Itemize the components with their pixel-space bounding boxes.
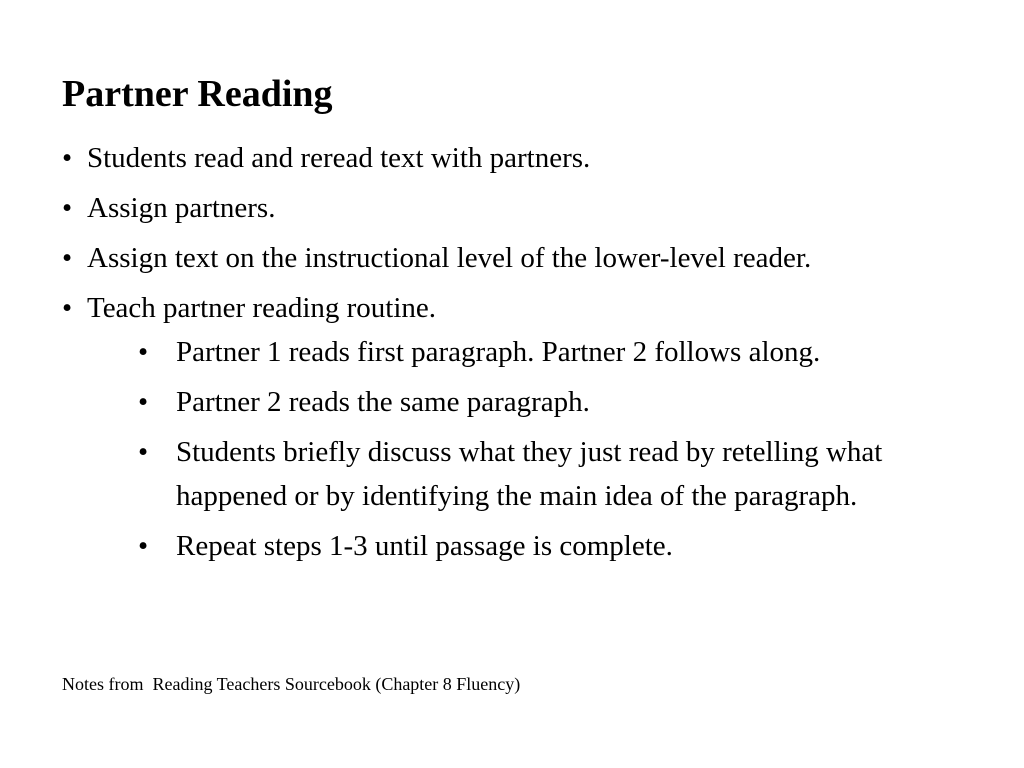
- bullet-icon: •: [138, 436, 149, 468]
- bullet-text: Assign partners.: [87, 192, 276, 224]
- sub-bullet-text: Partner 1 reads first paragraph. Partner 2 follows along.: [176, 336, 821, 368]
- sub-bullet-item: [87, 430, 1002, 518]
- sub-bullet-item: [87, 380, 1002, 424]
- bullet-item: [62, 286, 1002, 568]
- bullet-item: [62, 136, 1002, 180]
- sub-bullet-text: Repeat steps 1-3 until passage is complete.: [176, 530, 673, 562]
- bullet-text: Teach partner reading routine.: [87, 292, 437, 324]
- bullet-list: [62, 136, 1002, 574]
- sub-bullet-text: Students briefly discuss what they just read by retelling what happened or by identifying the main idea of the paragraph.: [176, 436, 883, 512]
- bullet-text: Assign text on the instructional level of the lower-level reader.: [87, 242, 812, 274]
- slide-title: Partner Reading: [62, 73, 333, 115]
- sub-bullet-item: [87, 330, 1002, 374]
- footnote-citation: Notes from Reading Teachers Sourcebook (Chapter 8 Fluency): [62, 674, 521, 694]
- sub-bullet-item: [87, 524, 1002, 568]
- bullet-icon: •: [62, 142, 73, 174]
- sub-bullet-list: [87, 330, 1002, 568]
- bullet-icon: •: [62, 292, 73, 324]
- bullet-icon: •: [138, 386, 149, 418]
- bullet-icon: •: [138, 336, 149, 368]
- sub-bullet-text: Partner 2 reads the same paragraph.: [176, 386, 590, 418]
- bullet-icon: •: [62, 192, 73, 224]
- bullet-icon: •: [62, 242, 73, 274]
- bullet-item: [62, 236, 1002, 280]
- bullet-item: [62, 186, 1002, 230]
- bullet-text: Students read and reread text with partners.: [87, 142, 591, 174]
- bullet-icon: •: [138, 530, 149, 562]
